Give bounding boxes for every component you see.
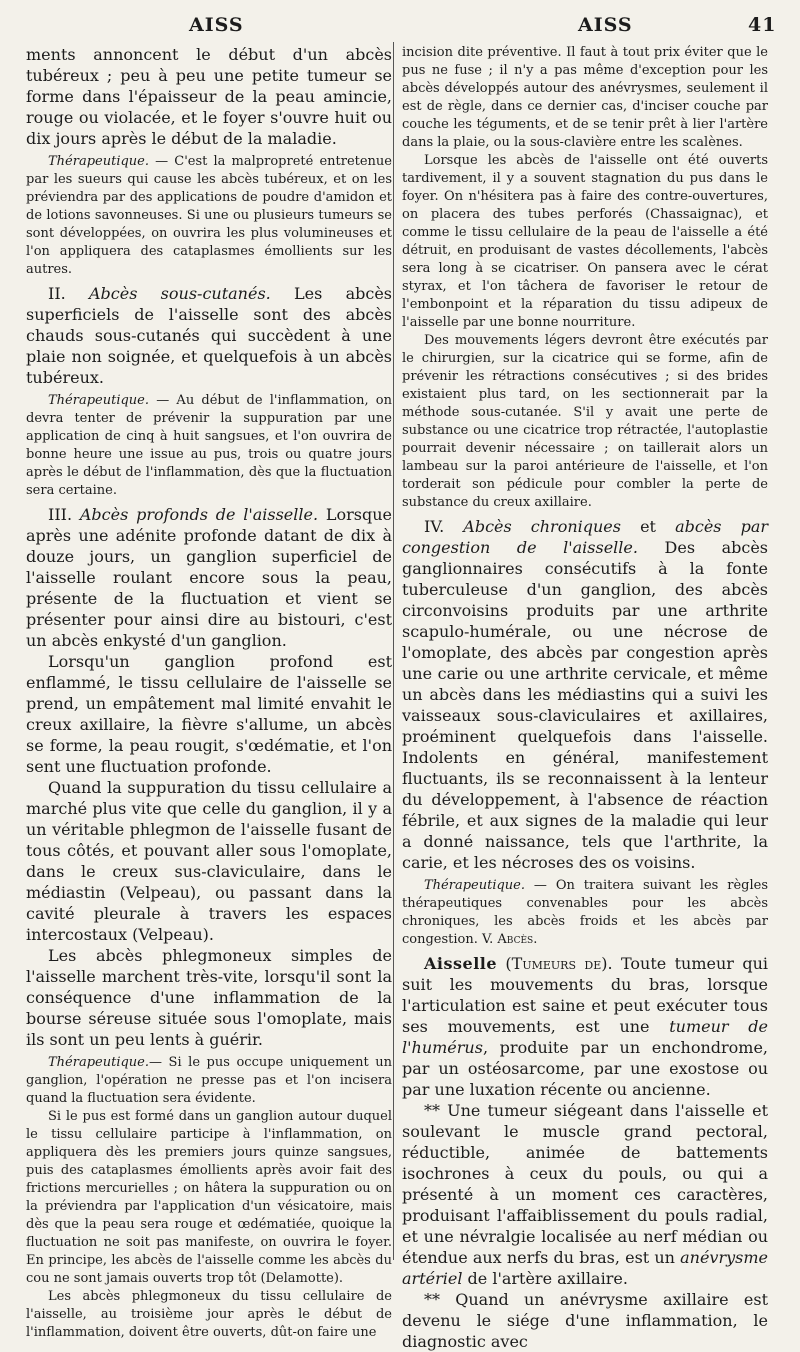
therapeutic-paragraph [26, 153, 392, 279]
paragraph-text: — On traitera suivant les règles thérapeutiques convenables pour les abcès chroniques, les abcès froids et les abcès par congestion. V. [402, 878, 768, 947]
section-heading: Abcès profonds de l'aisselle. [79, 505, 319, 524]
section-paragraph [26, 504, 392, 651]
section-heading: Abcès sous-cutanés. [88, 284, 271, 303]
section-number: II. [48, 284, 89, 303]
page-number: 41 [748, 14, 777, 36]
paragraph: ments annoncent le début d'un abcès tubéreux ; peu à peu une petite tumeur se forme dans l'épaisseur de la peau amincie, rouge ou violacée, et le foyer s'ouvre huit ou dix jours après le début de la maladie. [26, 45, 392, 148]
paragraph: Les abcès phlegmoneux du tissu cellulaire de l'aisselle, au troisième jour après le début de l'inflammation, doivent être ouverts, dût-on faire une [26, 1289, 392, 1340]
paragraph: Lorsque les abcès de l'aisselle ont été ouverts tardivement, il y a souvent stagnation du pus dans le foyer. On n'hésitera pas à faire des contre-ouvertures, on placera des tubes perforés (Chassaignac), et comme le tissu cellulaire de la peau de l'aisselle a été détruit, en produisant de vastes décollements, l'abcès sera long à se cicatriser. On pansera avec le cérat styrax, et l'on tâchera de favoriser le retour de l'embonpoint et la réparation du tissu adipeux de l'aisselle par une bonne nourriture. [402, 153, 768, 330]
paragraph-text: , produite par un enchondrome, par un ostéosarcome, par une exostose ou par une luxation récente ou ancienne. [402, 1038, 768, 1099]
paragraph [402, 1100, 768, 1289]
section-paragraph [26, 283, 392, 388]
paragraph-text: de l'artère axillaire. [462, 1269, 628, 1288]
paragraph: Des mouvements légers devront être exécutés par le chirurgien, sur la cicatrice qui se forme, afin de prévenir les rétractions consécutives ; si des brides existaient plus tard, on les sectionnerait par la méthode sous-cutanée. S'il y avait une perte de substance ou une cicatrice trop rétractée, l'autoplastie pourrait devenir nécessaire ; on taillerait alors un lambeau sur la paroi antérieure de l'aisselle, et l'on torderait son pédicule pour combler la perte de substance du creux axillaire. [402, 333, 768, 510]
therapeutic-paragraph [26, 1054, 392, 1108]
paragraph-text: Lorsque après une adénite profonde datant de dix à douze jours, un ganglion superficiel de l'aisselle roulant encore sous la peau, présente de la fluctuation et vient se présenter pour ainsi dire au bistouri, c'est un abcès enkysté d'un ganglion. [26, 505, 393, 650]
emphasis: tumeur de l'humérus [402, 1017, 769, 1057]
paragraph: Lorsqu'un ganglion profond est enflammé, le tissu cellulaire de l'aisselle se prend, un empâtement mal limité envahit le creux axillaire, la fièvre s'allume, un abcès se forme, la peau rougit, s'œdématie, et l'on sent une fluctuation profonde. [26, 652, 392, 776]
paragraph: ** Quand un anévrysme axillaire est devenu le siége d'une inflammation, le diagnostic avec [402, 1290, 768, 1351]
running-head-right: AISS [578, 14, 633, 36]
therapeutic-paragraph [402, 877, 768, 949]
left-column [26, 44, 392, 1342]
paragraph-text: ** Une tumeur siégeant dans l'aisselle et soulevant le muscle grand pectoral, réductible, animée de battements isochrones à ceux du pouls, ou qui a présenté à un moment ces caractères, produisant l'affaiblissement du pouls radial, et une névralgie localisée au nerf médian ou étendue aux nerfs du bras, est un [402, 1101, 768, 1267]
section-number: IV. [424, 517, 464, 536]
paragraph-text: — C'est la malpropreté entretenue par les sueurs qui cause les abcès tubéreux, et on les préviendra par des applications de poudre d'amidon et de lotions savonneuses. Si une ou plusieurs tumeurs se sont développées, on ouvrira les plus volumineuses et l'on appliquera des cataplasmes émollients sur les autres. [26, 154, 392, 277]
subheading-label: Thérapeutique. [48, 393, 149, 408]
section-paragraph [402, 516, 768, 873]
subheading-label: Thérapeutique. [424, 878, 525, 893]
paragraph: incision dite préventive. Il faut à tout prix éviter que le pus ne fuse ; il n'y a pas même d'exception pour les abcès développés autour des anévrysmes, seulement il est de règle, dans ce dernier cas, d'inciser couche par couche les téguments, et de se tenir prêt à lier l'artère dans la plaie, ou la sous-clavière entre les scalènes. [402, 45, 768, 150]
entry-term: Aisselle [424, 954, 498, 973]
column-rule [393, 42, 394, 1260]
subheading-label: Thérapeutique. [48, 1055, 149, 1070]
emphasis: anévrysme artériel [402, 1248, 768, 1288]
paragraph-text: Les abcès superficiels de l'aisselle sont des abcès chauds sous-cutanés qui succèdent à une plaie non soignée, et quelquefois à un abcès tubéreux. [26, 284, 392, 387]
section-heading: Abcès chroniques [463, 517, 621, 536]
subheading-label: Thérapeutique. [48, 154, 149, 169]
entry-qualifier: (Tumeurs de). [497, 954, 613, 973]
paragraph-text: Des abcès ganglionnaires consécutifs à la fonte tuberculeuse d'un ganglion, des abcès circonvoisins produits par une arthrite scapulo-humérale, ou une nécrose de l'omoplate, des abcès par congestion après une carie ou une arthrite cervicale, et même un abcès dans les médiastins qui a suivi les vaisseaux sous-claviculaires et axillaires, proéminent quelquefois dans l'aisselle. Indolents en général, manifestement fluctuants, ils se reconnaissent à la lenteur du développement, à l'absence de réaction fébrile, et aux signes de la maladie qui leur a donné naissance, tels que l'arthrite, la carie, et les nécroses des os voisins. [402, 538, 768, 872]
conjunction: et [621, 517, 676, 536]
therapeutic-paragraph [26, 392, 392, 500]
paragraph-text: — Au début de l'inflammation, on devra tenter de prévenir la suppuration par une application de cinq à huit sangsues, et l'on ouvrira de bonne heure une issue au pus, trois ou quatre jours après le début de l'inflammation, dès que la fluctuation sera certaine. [26, 393, 392, 498]
cross-reference: Abcès. [497, 932, 538, 947]
right-column [402, 44, 768, 1352]
paragraph: Les abcès phlegmoneux simples de l'aisselle marchent très-vite, lorsqu'il sont la conséquence d'une inflammation de la bourse séreuse située sous l'omoplate, mais ils sont un peu lents à guérir. [26, 946, 392, 1049]
paragraph-text: Toute tumeur qui suit les mouvements du bras, lorsque l'articulation est saine et peut exécuter tous ses mouvements, est une [402, 954, 768, 1036]
paragraph-text: — Si le pus occupe uniquement un ganglion, l'opération ne presse pas et l'on incisera quand la fluctuation sera évidente. [26, 1055, 392, 1106]
section-number: III. [48, 505, 80, 524]
section-heading: abcès par congestion de l'aisselle. [402, 517, 769, 557]
paragraph: Quand la suppuration du tissu cellulaire a marché plus vite que celle du ganglion, il y a un véritable phlegmon de l'aisselle fusant de tous côtés, et pouvant aller sous l'omoplate, dans le creux sus-claviculaire, dans le médiastin (Velpeau), ou passant dans la cavité pleurale à travers les espaces intercostaux (Velpeau). [26, 778, 392, 944]
running-head-left: AISS [189, 14, 244, 36]
paragraph: Si le pus est formé dans un ganglion autour duquel le tissu cellulaire participe à l'inflammation, on appliquera dès les premiers jours quinze sangsues, puis des cataplasmes émollients après avoir fait des frictions mercurielles ; on hâtera la suppuration ou on la préviendra par l'application d'un vésicatoire, mais dès que la peau sera rouge et œdématiée, quoique la fluctuation ne soit pas manifeste, on ouvrira le foyer. En principe, les abcès de l'aisselle comme les abcès du cou ne sont jamais ouverts trop tôt (Delamotte). [26, 1109, 392, 1286]
entry-paragraph [402, 953, 768, 1100]
